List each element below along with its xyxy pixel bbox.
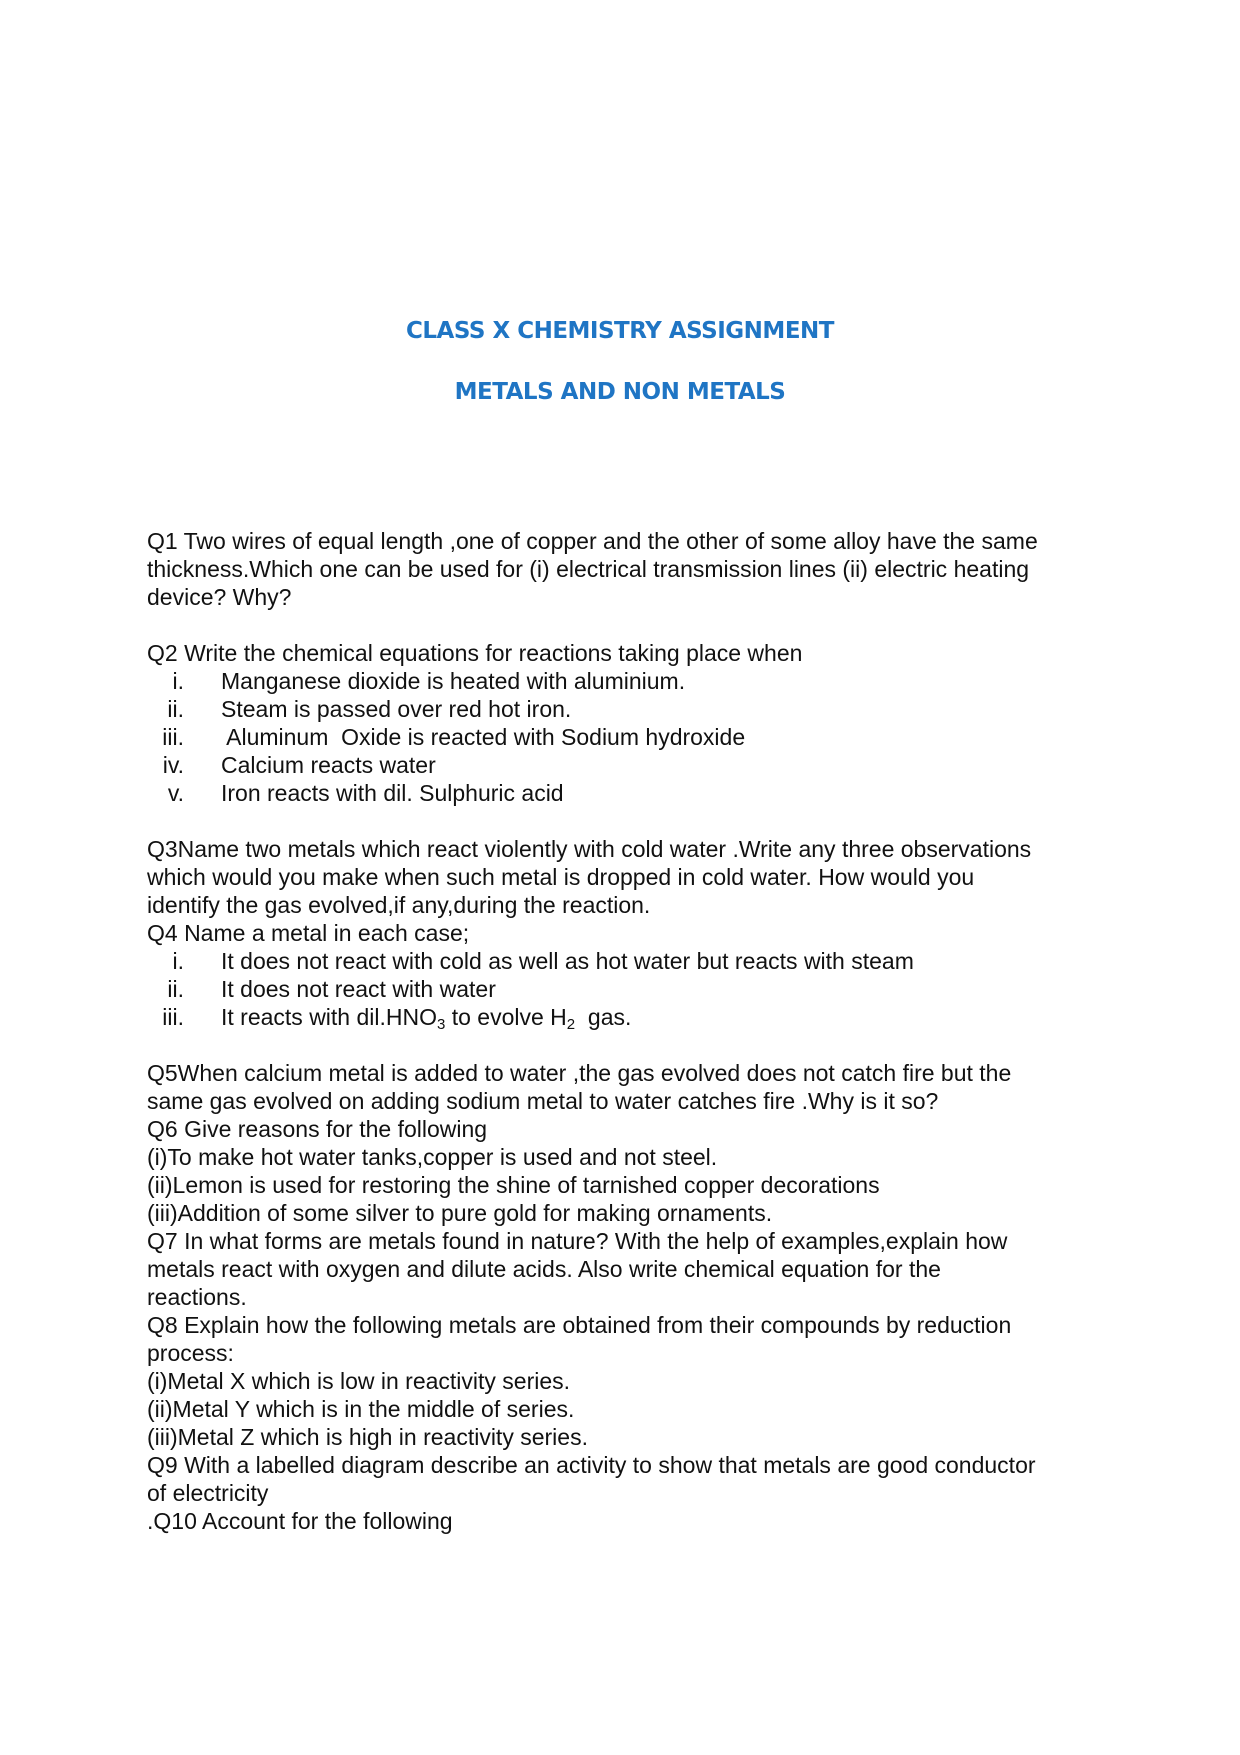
question-6 (147, 1115, 1107, 1227)
list-item (147, 779, 1107, 807)
text-fragment: gas. (575, 1004, 632, 1030)
question-line: (ii)Lemon is used for restoring the shine of tarnished copper decorations (147, 1172, 880, 1198)
text-fragment: to evolve H (445, 1004, 567, 1030)
question-list (147, 527, 1107, 1535)
list-item (147, 975, 1107, 1003)
list-item (147, 695, 1107, 723)
list-number: iii. (162, 724, 184, 750)
question-1 (147, 527, 1107, 611)
question-line: Q8 Explain how the following metals are obtained from their compounds by reduction (147, 1312, 1012, 1338)
question-line: which would you make when such metal is dropped in cold water. How would you (147, 864, 975, 890)
question-line: reactions. (147, 1284, 247, 1310)
question-line: metals react with oxygen and dilute acids. Also write chemical equation for the (147, 1256, 941, 1282)
list-text: Steam is passed over red hot iron. (221, 696, 572, 722)
question-stem: Q4 Name a metal in each case; (147, 920, 470, 946)
list-item (147, 947, 1107, 975)
question-stem: Q2 Write the chemical equations for reactions taking place when (147, 640, 803, 666)
list-text: Manganese dioxide is heated with aluminium. (221, 668, 686, 694)
list-text: Iron reacts with dil. Sulphuric acid (221, 780, 564, 806)
question-line: Q3Name two metals which react violently with cold water .Write any three observations (147, 836, 1032, 862)
question-8 (147, 1311, 1107, 1451)
question-line: device? Why? (147, 584, 292, 610)
question-line: Q1 Two wires of equal length ,one of copper and the other of some alloy have the same (147, 528, 1038, 554)
question-line: Q6 Give reasons for the following (147, 1116, 488, 1142)
list-number: i. (172, 668, 184, 694)
list-number: i. (172, 948, 184, 974)
question-line: of electricity (147, 1480, 269, 1506)
list-number: ii. (167, 976, 184, 1002)
question-line: Q9 With a labelled diagram describe an activity to show that metals are good conductor (147, 1452, 1036, 1478)
list-text: It does not react with cold as well as hot water but reacts with steam (221, 948, 914, 974)
question-5 (147, 1059, 1107, 1115)
question-10 (147, 1507, 1107, 1535)
list-item (147, 1003, 1107, 1031)
list-number: iii. (162, 1004, 184, 1030)
list-number: v. (167, 780, 184, 806)
list-item (147, 667, 1107, 695)
question-7 (147, 1227, 1107, 1311)
question-line: .Q10 Account for the following (147, 1508, 453, 1534)
question-line: thickness.Which one can be used for (i) electrical transmission lines (ii) electric heating (147, 556, 1030, 582)
question-line: (iii)Metal Z which is high in reactivity series. (147, 1424, 588, 1450)
document-title: CLASS X CHEMISTRY ASSIGNMENT (406, 318, 834, 344)
list-number: iv. (162, 752, 184, 778)
question-4 (147, 919, 1107, 1031)
question-line: identify the gas evolved,if any,during the reaction. (147, 892, 651, 918)
list-item (147, 723, 1107, 751)
list-text: It does not react with water (221, 976, 496, 1002)
question-line: (ii)Metal Y which is in the middle of series. (147, 1396, 575, 1422)
list-item (147, 751, 1107, 779)
question-line: (i)To make hot water tanks,copper is used and not steel. (147, 1144, 718, 1170)
list-text: Calcium reacts water (221, 752, 436, 778)
question-line: Q7 In what forms are metals found in nature? With the help of examples,explain how (147, 1228, 1008, 1254)
question-2 (147, 639, 1107, 807)
question-line: process: (147, 1340, 234, 1366)
question-line: same gas evolved on adding sodium metal to water catches fire .Why is it so? (147, 1088, 939, 1114)
question-line: (i)Metal X which is low in reactivity series. (147, 1368, 571, 1394)
subscript: 3 (437, 1016, 446, 1033)
subscript: 2 (566, 1016, 576, 1033)
list-text (221, 1003, 631, 1031)
question-line: Q5When calcium metal is added to water ,the gas evolved does not catch fire but the (147, 1060, 1012, 1086)
question-9 (147, 1451, 1107, 1507)
text-fragment: It reacts with dil.HNO (221, 1004, 437, 1030)
list-text: Aluminum Oxide is reacted with Sodium hydroxide (221, 724, 746, 750)
question-3 (147, 835, 1107, 919)
question-line: (iii)Addition of some silver to pure gold for making ornaments. (147, 1200, 773, 1226)
document-subtitle: METALS AND NON METALS (454, 379, 786, 405)
list-number: ii. (167, 696, 184, 722)
